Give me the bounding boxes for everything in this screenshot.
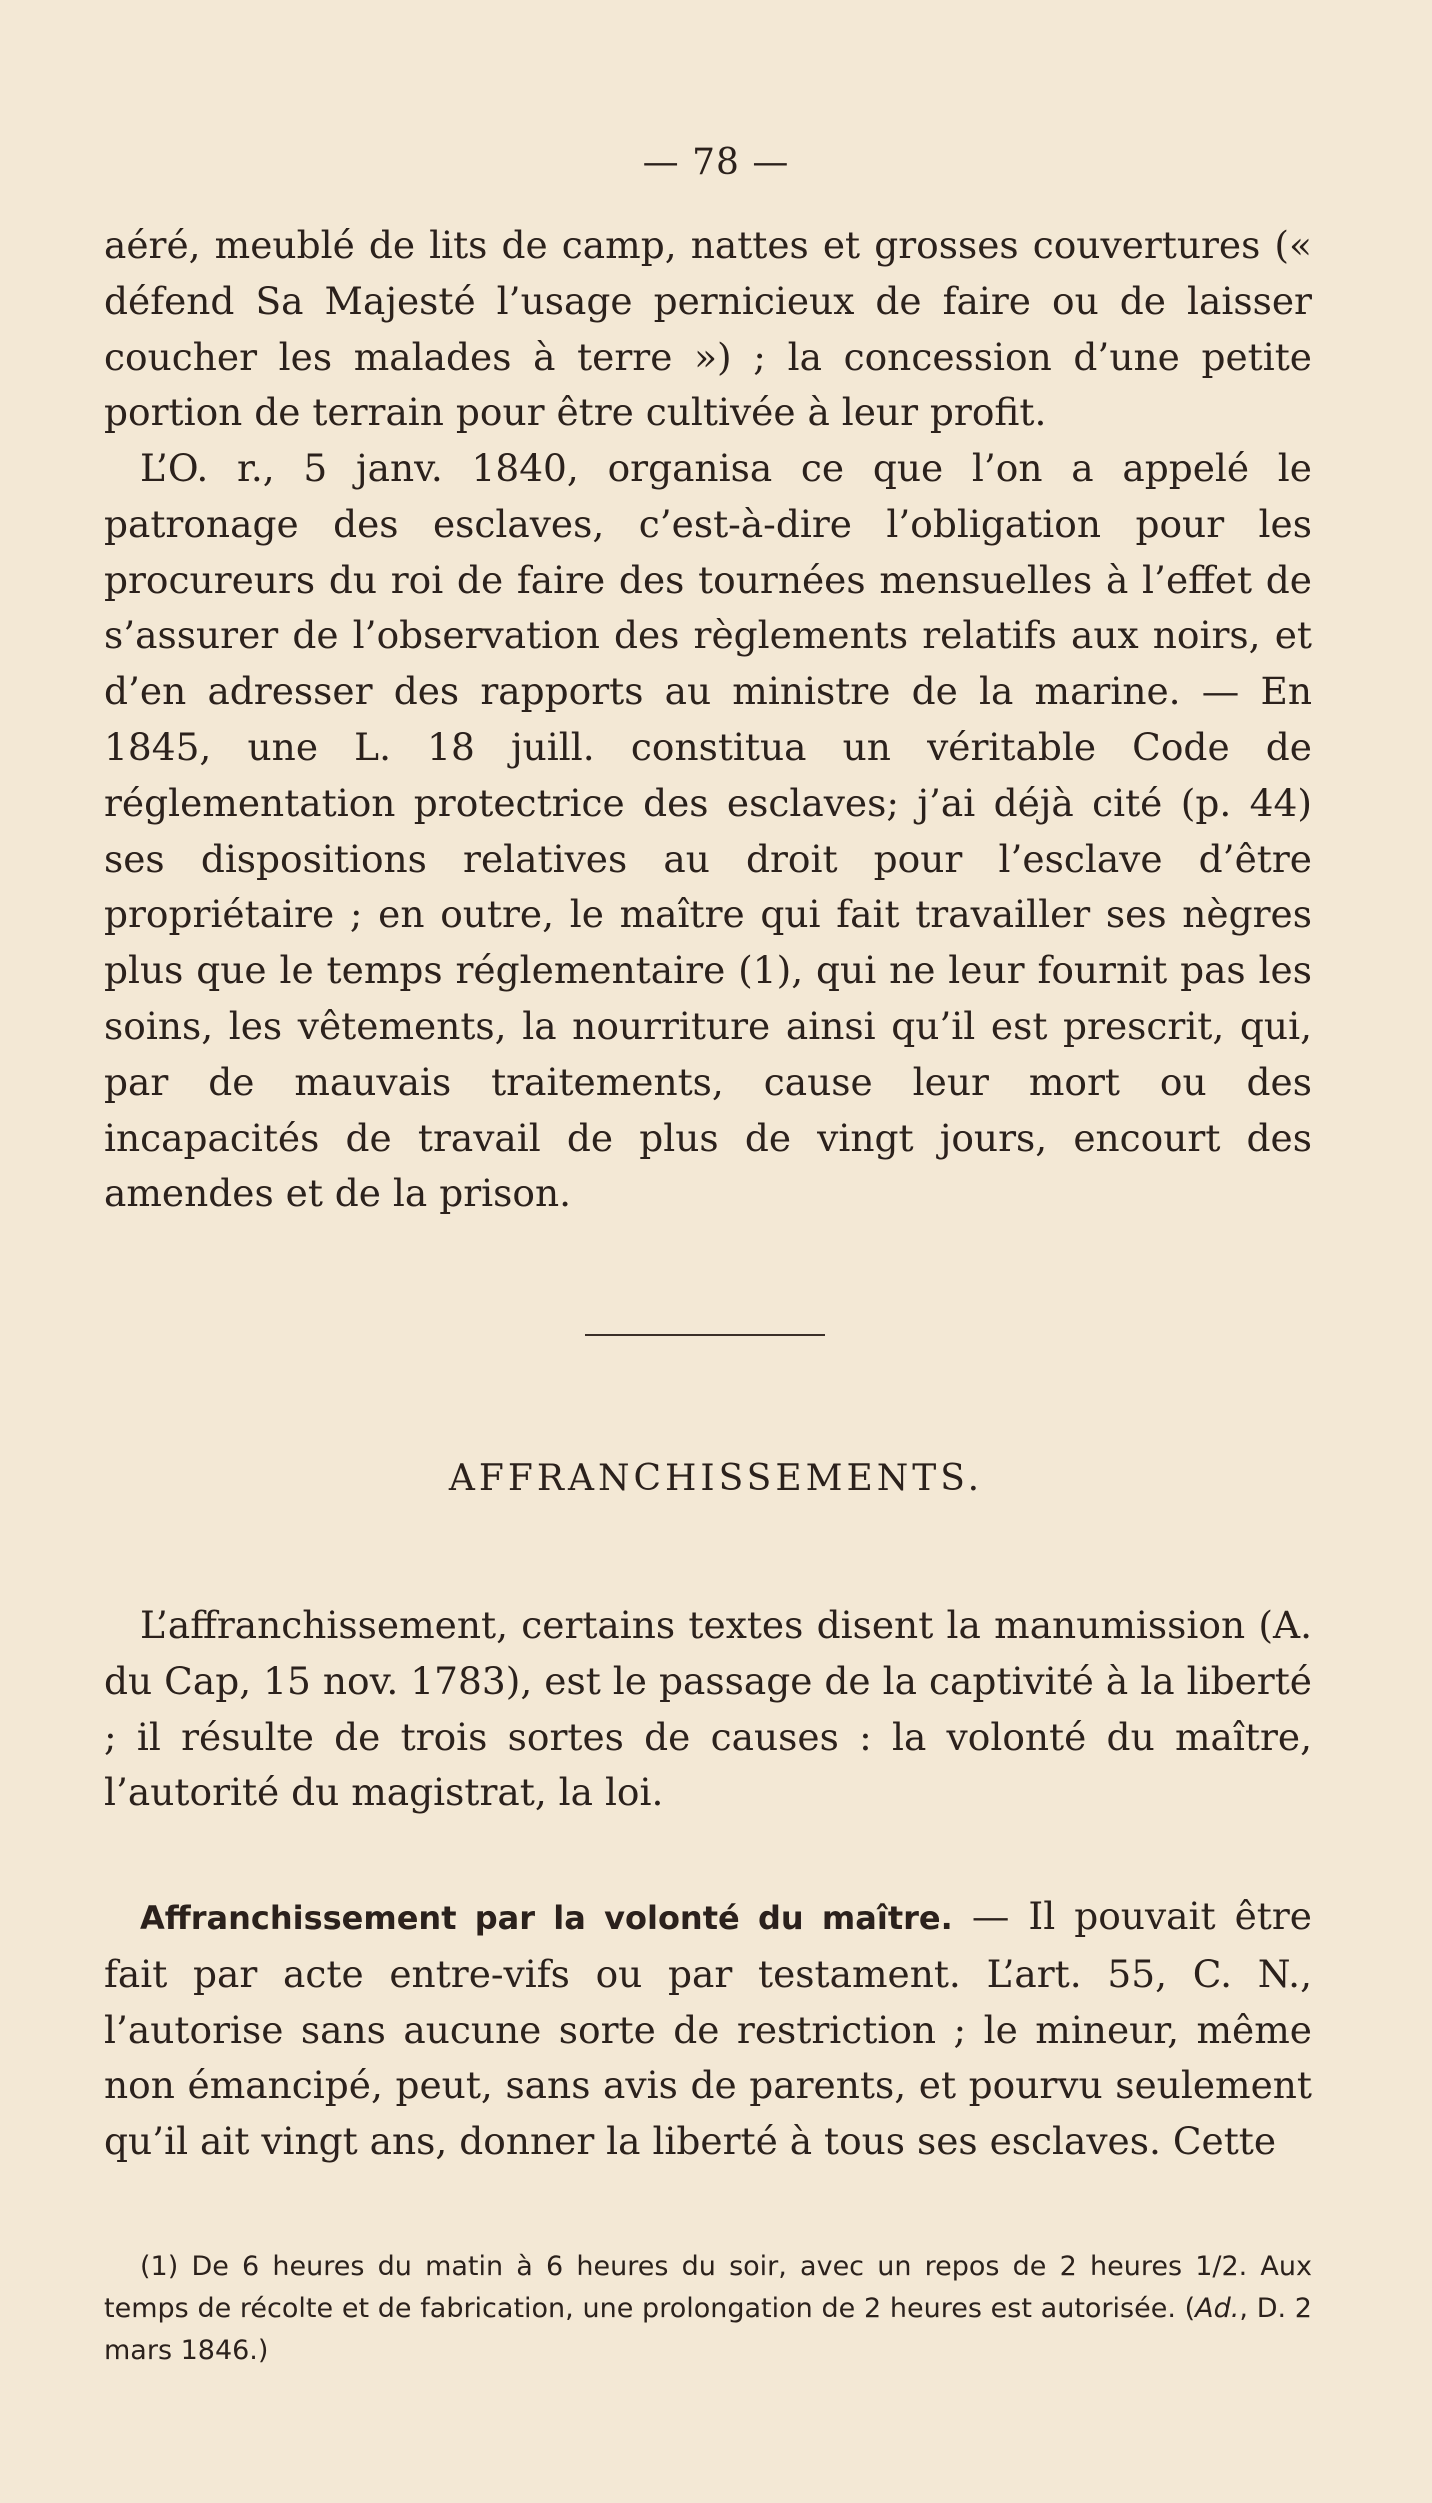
subsection-text: — Il pouvait être fait par acte entre-vifs ou par testament. L’art. 55, C. N., l’autorise sans aucune sorte de restriction ; le mineur, même non émancipé, peut, sans avis de parents, et pourvu seulement qu’il ait vingt ans, donner la liberté à tous ses esclaves. Cette [104, 1894, 1312, 2164]
section-title: AFFRANCHISSEMENTS. [448, 1458, 984, 1499]
paragraph-continued: aéré, meublé de lits de camp, nattes et grosses couvertures (« défend Sa Majesté l’usage pernicieux de faire ou de laisser coucher les malades à terre ») ; la concession d’une petite portion de terrain pour être cultivée à leur profit. [104, 223, 1312, 435]
footnote-text-before: (1) De 6 heures du matin à 6 heures du soir, avec un repos de 2 heures 1/2. Aux temps de récolte et de fabrication, une prolongation de 2 heures est autorisée. ( [104, 2251, 1312, 2324]
footnote-source: Ad. [1195, 2293, 1240, 2324]
paragraph-affranchissement-volonte [104, 1889, 1312, 2170]
section-divider [585, 1334, 825, 1336]
page-number: — 78 — [642, 142, 790, 183]
subsection-heading: Affranchissement par la volonté du maître. [140, 1899, 953, 1937]
footnote [104, 2246, 1312, 2372]
paragraph-patronage: L’O. r., 5 janv. 1840, organisa ce que l’on a appelé le patronage des esclaves, c’est-à-dire l’obligation pour les procureurs du roi de faire des tournées mensuelles à l’effet de s’assurer de l’observation des règlements relatifs aux noirs, et d’en adresser des rapports au ministre de la marine. — En 1845, une L. 18 juill. constitua un véritable Code de réglementation protectrice des esclaves; j’ai déjà cité (p. 44) ses dispositions relatives au droit pour l’esclave d’être propriétaire ; en outre, le maître qui fait travailler ses nègres plus que le temps réglementaire (1), qui ne leur fournit pas les soins, les vêtements, la nourriture ainsi qu’il est prescrit, qui, par de mauvais traitements, cause leur mort ou des incapacités de travail de plus de vingt jours, encourt des amendes et de la prison. [104, 446, 1312, 1216]
footnote-text-after: , D. 2 mars 1846.) [104, 2293, 1312, 2366]
paragraph-affranchissement-definition: L’affranchissement, certains textes disent la manumission (A. du Cap, 15 nov. 1783), est le passage de la captivité à la liberté ; il résulte de trois sortes de causes : la volonté du maître, l’autorité du magistrat, la loi. [104, 1603, 1312, 1815]
